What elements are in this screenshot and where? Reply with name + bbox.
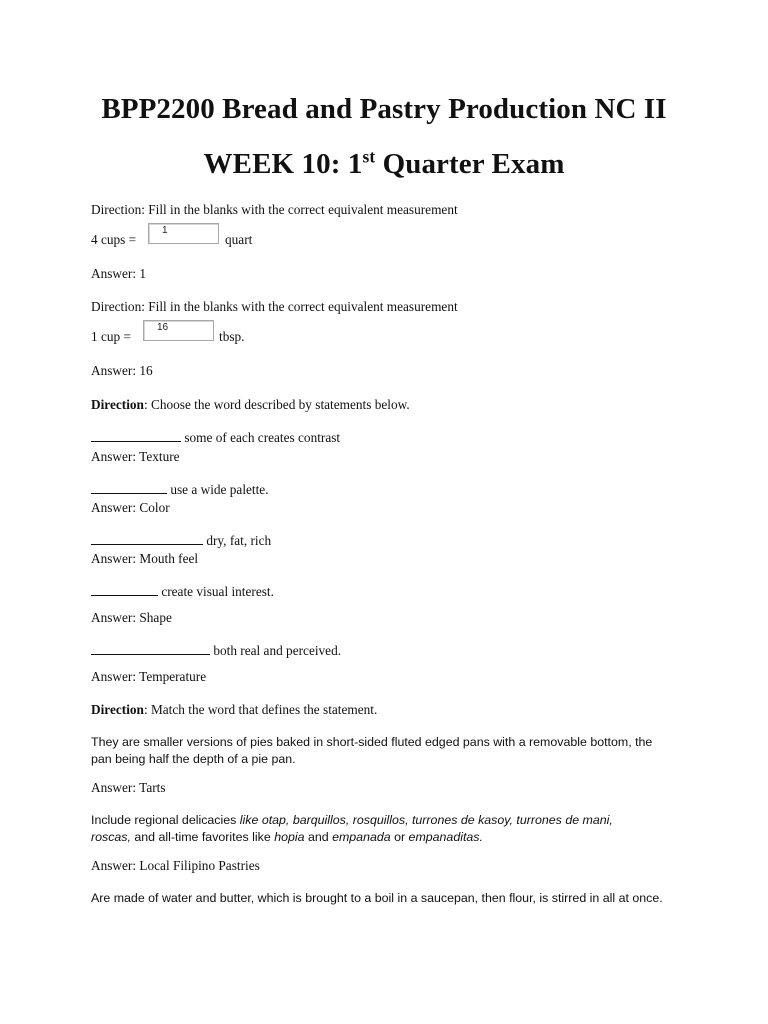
q1-prefix: 4 cups = [91,232,137,247]
fill-blank [91,482,167,494]
s3-q1-answer: Answer: Tarts [91,780,166,795]
s3-q2-text-f: and [304,830,333,844]
s2-item-2-statement: use a wide palette. [167,482,269,497]
section2-direction-label: Direction [91,397,144,412]
fill-blank [91,430,181,442]
s3-q1-line1: They are smaller versions of pies baked in short-sided fluted edged pans with a removable bottom, the [91,735,653,749]
subtitle-rest: Quarter Exam [375,148,565,180]
q1-direction: Direction: Fill in the blanks with the correct equivalent measurement [91,202,458,217]
s2-item-2-answer: Answer: Color [91,500,170,515]
s3-q2-text-e: hopia [274,830,305,844]
subtitle-week: WEEK 10: 1 [203,148,363,180]
section3-direction-label: Direction [91,702,144,717]
s3-q2-line2 [91,830,483,844]
fill-blank [91,643,210,655]
section2-direction [91,397,410,413]
s2-item-1-answer: Answer: Texture [91,449,180,464]
s3-q2-text-h: or [390,830,409,844]
s3-q2-text-d: and all-time favorites like [130,830,275,844]
s2-item-4-statement: create visual interest. [158,584,274,599]
page-subtitle [0,148,768,181]
s2-item-4-answer: Answer: Shape [91,610,172,625]
s3-q2-text-i: empanaditas. [408,830,483,844]
q2-unit: tbsp. [219,329,245,344]
s2-item-3-statement: dry, fat, rich [203,533,272,548]
s3-q2-text-g: empanada [332,830,391,844]
s2-item-5-statement: both real and perceived. [210,643,342,658]
section2-direction-text: : Choose the word described by statements below. [143,397,410,412]
q2-answer-input[interactable]: 16 [143,320,214,341]
s2-item-1-statement: some of each creates contrast [181,430,341,445]
subtitle-ordinal: st [362,146,376,167]
s2-item-5-answer: Answer: Temperature [91,669,207,684]
s2-item-1 [91,430,340,446]
s3-q2-answer: Answer: Local Filipino Pastries [91,858,260,873]
q2-direction: Direction: Fill in the blanks with the correct equivalent measurement [91,299,458,314]
section3-direction [91,702,377,718]
section3-direction-text: : Match the word that defines the statement. [143,702,378,717]
s2-item-4 [91,584,274,600]
q2-answer: Answer: 16 [91,363,153,378]
s2-item-3 [91,533,271,549]
q1-unit: quart [225,232,253,247]
q1-answer: Answer: 1 [91,266,147,281]
q2-prefix: 1 cup = [91,329,131,344]
s2-item-2 [91,482,269,498]
s2-item-5 [91,643,341,659]
s3-q2-text-c: roscas, [91,830,131,844]
page-title: BPP2200 Bread and Pastry Production NC II [101,93,667,125]
s3-q2-text-b: like otap, barquillos, rosquillos, turrones de kasoy, turrones de mani, [239,813,613,827]
s3-q2-text-a: Include regional delicacies [91,813,240,827]
fill-blank [91,533,203,545]
s3-q2-line1 [91,813,613,827]
fill-blank [91,584,158,596]
s3-q1-line2: pan being half the depth of a pie pan. [91,752,296,766]
s2-item-3-answer: Answer: Mouth feel [91,551,199,566]
q1-answer-input[interactable]: 1 [148,223,219,244]
s3-q3-line: Are made of water and butter, which is brought to a boil in a saucepan, then flour, is stirred in all at once. [91,891,663,905]
